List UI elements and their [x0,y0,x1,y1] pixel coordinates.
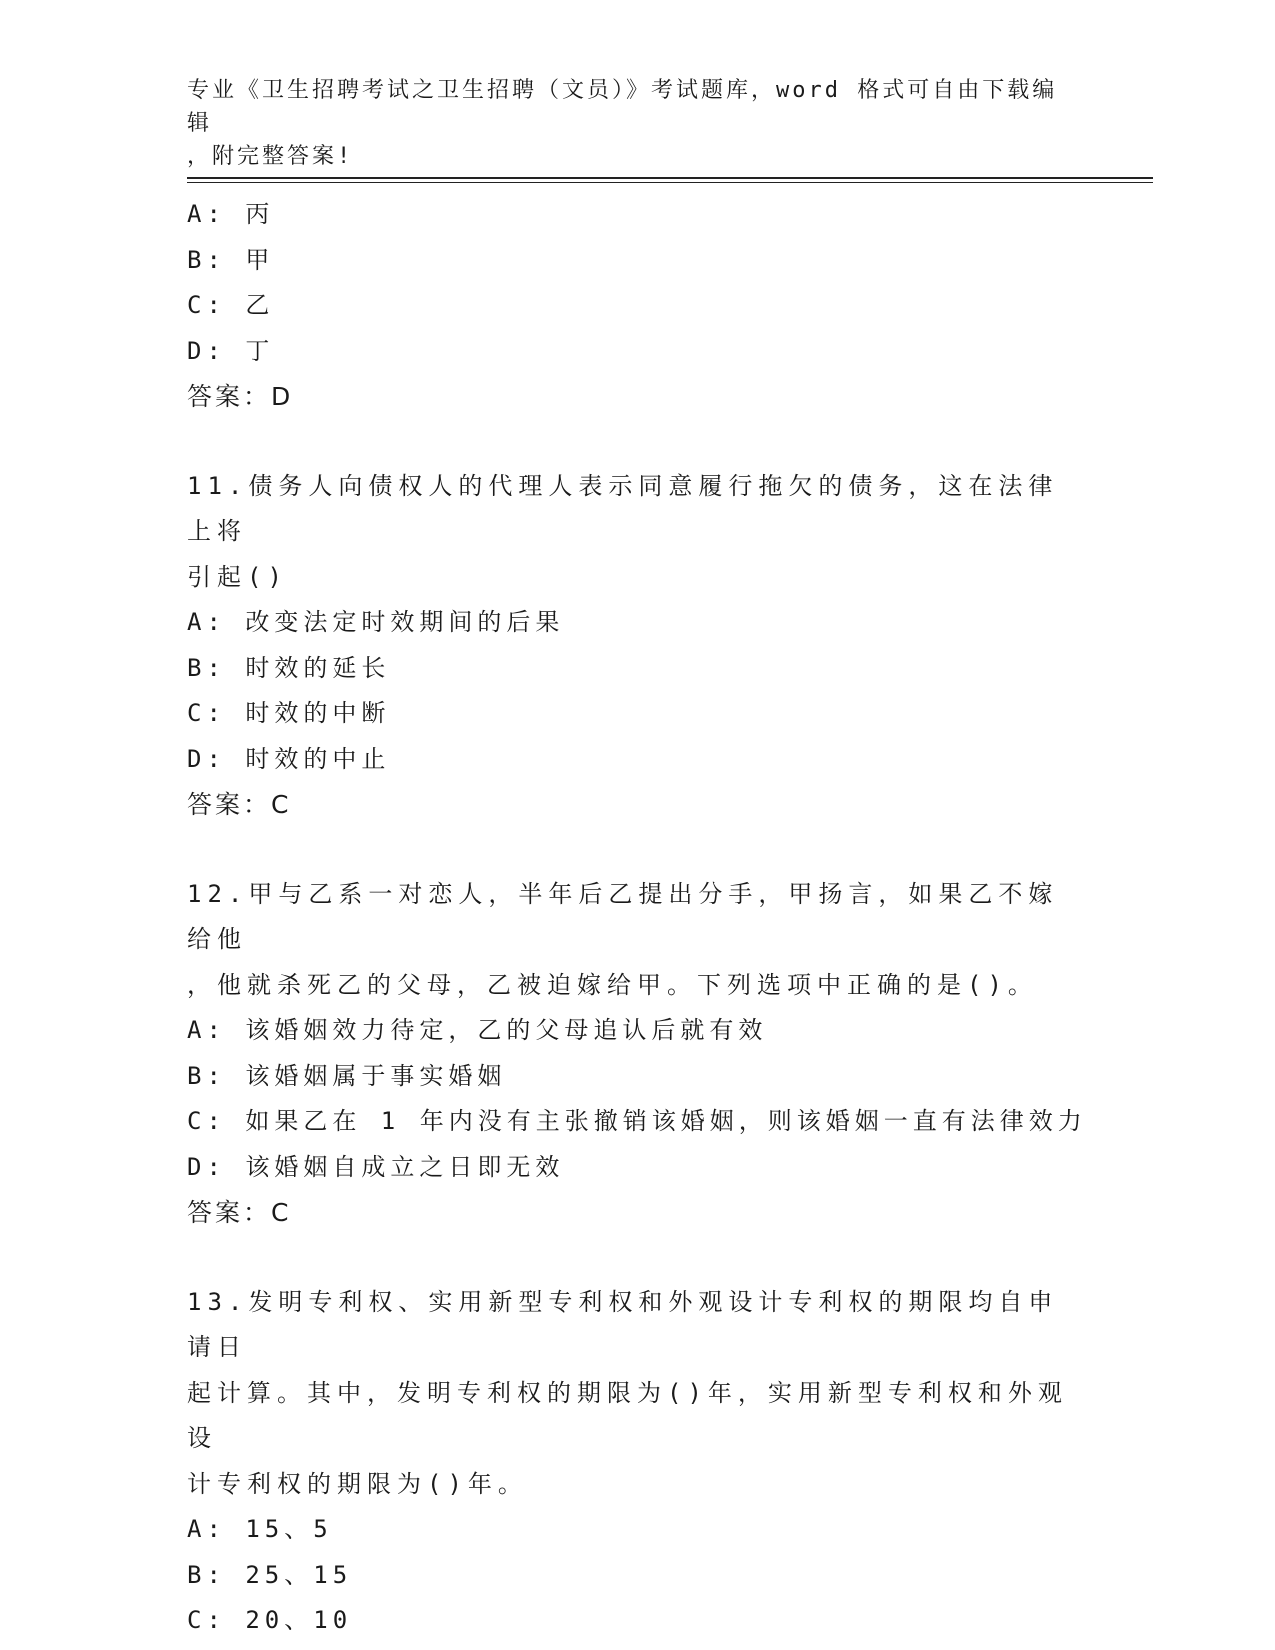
option-a: A: 15、5 [187,1515,333,1543]
option-c: C: 乙 [187,291,275,319]
question-text-line: 13.发明专利权、实用新型专利权和外观设计专利权的期限均自申请日 [187,1287,1059,1361]
question-text-line: 起计算。其中，发明专利权的期限为()年，实用新型专利权和外观设 [187,1378,1068,1452]
question-text-line: 计专利权的期限为()年。 [187,1469,528,1498]
question-text-line: ，他就杀死乙的父母，乙被迫嫁给甲。下列选项中正确的是()。 [187,970,1038,999]
option-b: B: 时效的延长 [187,653,391,682]
question-text-line: 引起() [187,562,288,591]
header-line-2: ，附完整答案! [187,144,354,169]
header-divider-thin [187,182,1153,183]
question-list [187,192,1087,1644]
answer: 答案：D [187,382,294,411]
question-10 [187,192,1087,420]
document-header [187,74,1067,173]
spacer [187,1236,1087,1280]
header-divider-thick [187,177,1153,179]
spacer [187,828,1087,872]
question-text-line: 12.甲与乙系一对恋人，半年后乙提出分手，甲扬言，如果乙不嫁给他 [187,879,1059,953]
header-line-1: 专业《卫生招聘考试之卫生招聘（文员）》考试题库，word 格式可自由下载编辑 [187,78,1058,136]
option-a: A: 改变法定时效期间的后果 [187,608,565,636]
question-13 [187,1280,1087,1644]
option-b: B: 25、15 [187,1560,353,1589]
question-text-line: 11.债务人向债权人的代理人表示同意履行拖欠的债务，这在法律上将 [187,471,1059,545]
question-11 [187,464,1087,828]
spacer [187,420,1087,464]
answer: 答案：C [187,790,292,819]
option-c: C: 如果乙在 1 年内没有主张撤销该婚姻，则该婚姻一直有法律效力 [187,1107,1087,1135]
option-b: B: 甲 [187,245,275,274]
answer: 答案：C [187,1198,292,1227]
option-a: A: 该婚姻效力待定，乙的父母追认后就有效 [187,1016,768,1044]
option-a: A: 丙 [187,200,275,228]
question-12 [187,872,1087,1236]
option-d: D: 丁 [187,336,275,365]
option-c: C: 20、10 [187,1606,353,1634]
option-b: B: 该婚姻属于事实婚姻 [187,1061,507,1090]
option-d: D: 该婚姻自成立之日即无效 [187,1152,565,1181]
option-d: D: 时效的中止 [187,744,391,773]
option-c: C: 时效的中断 [187,699,391,727]
